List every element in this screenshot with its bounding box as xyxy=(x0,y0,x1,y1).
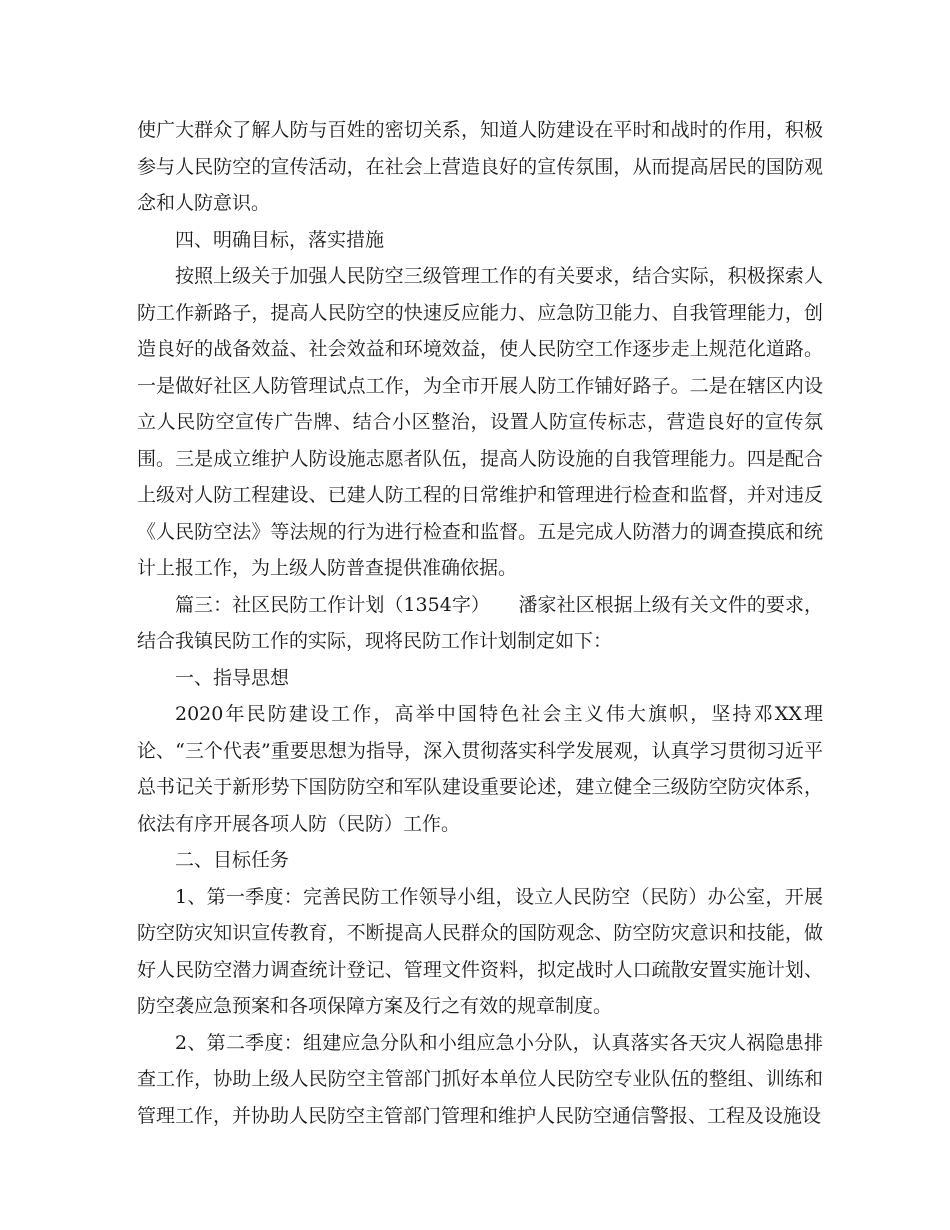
paragraph-q2: 2、第二季度：组建应急分队和小组应急小分队，认真落实各天灾人祸隐患排查工作，协助上级人民防空主管部门抓好本单位人民防空专业队伍的整组、训练和管理工作，并协助人民防空主管部门管理和维护人民防空通信警报、工程及设施设 xyxy=(137,1031,823,1127)
paragraph-guiding-ideology: 2020年民防建设工作，高举中国特色社会主义伟大旗帜，坚持邓XX理论、“三个代表”重要思想为指导，深入贯彻落实科学发展观，认真学习贯彻习近平总书记关于新形势下国防防空和军队建设重要论述，建立健全三级防空防灾体系，依法有序开展各项人防（民防）工作。 xyxy=(137,703,823,835)
paragraph-q1: 1、第一季度：完善民防工作领导小组，设立人民防空（民防）办公室，开展防空防灾知识宣传教育，不断提高人民群众的国防观念、防空防灾意识和技能，做好人民防空潜力调查统计登记、管理文件资料，拟定战时人口疏散安置实施计划、防空袭应急预案和各项保障方案及行之有效的规章制度。 xyxy=(137,885,823,1017)
section-heading-4: 四、明确目标，落实措施 xyxy=(175,228,385,251)
paragraph-part-three-intro: 篇三：社区民防工作计划（1354字） 潘家社区根据上级有关文件的要求，结合我镇民防工作的实际，现将民防工作计划制定如下： xyxy=(137,593,823,652)
paragraph-measures: 按照上级关于加强人民防空三级管理工作的有关要求，结合实际，积极探索人防工作新路子，提高人民防空的快速反应能力、应急防卫能力、自我管理能力，创造良好的战备效益、社会效益和环境效益，使人民防空工作逐步走上规范化道路。一是做好社区人防管理试点工作，为全市开展人防工作铺好路子。二是在辖区内设立人民防空宣传广告牌、结合小区整治，设置人防宣传标志，营造良好的宣传氛围。三是成立维护人防设施志愿者队伍，提高人防设施的自我管理能力。四是配合上级对人防工程建设、已建人防工程的日常维护和管理进行检查和监督，并对违反《人民防空法》等法规的行为进行检查和监督。五是完成人防潜力的调查摸底和统计上报工作，为上级人防普查提供准确依据。 xyxy=(137,265,823,579)
paragraph-intro: 使广大群众了解人防与百姓的密切关系，知道人防建设在平时和战时的作用，积极参与人民防空的宣传活动，在社会上营造良好的宣传氛围，从而提高居民的国防观念和人防意识。 xyxy=(137,119,823,214)
document-body xyxy=(137,112,823,1134)
section-heading-1: 一、指导思想 xyxy=(175,666,290,689)
section-heading-2: 二、目标任务 xyxy=(175,849,290,871)
